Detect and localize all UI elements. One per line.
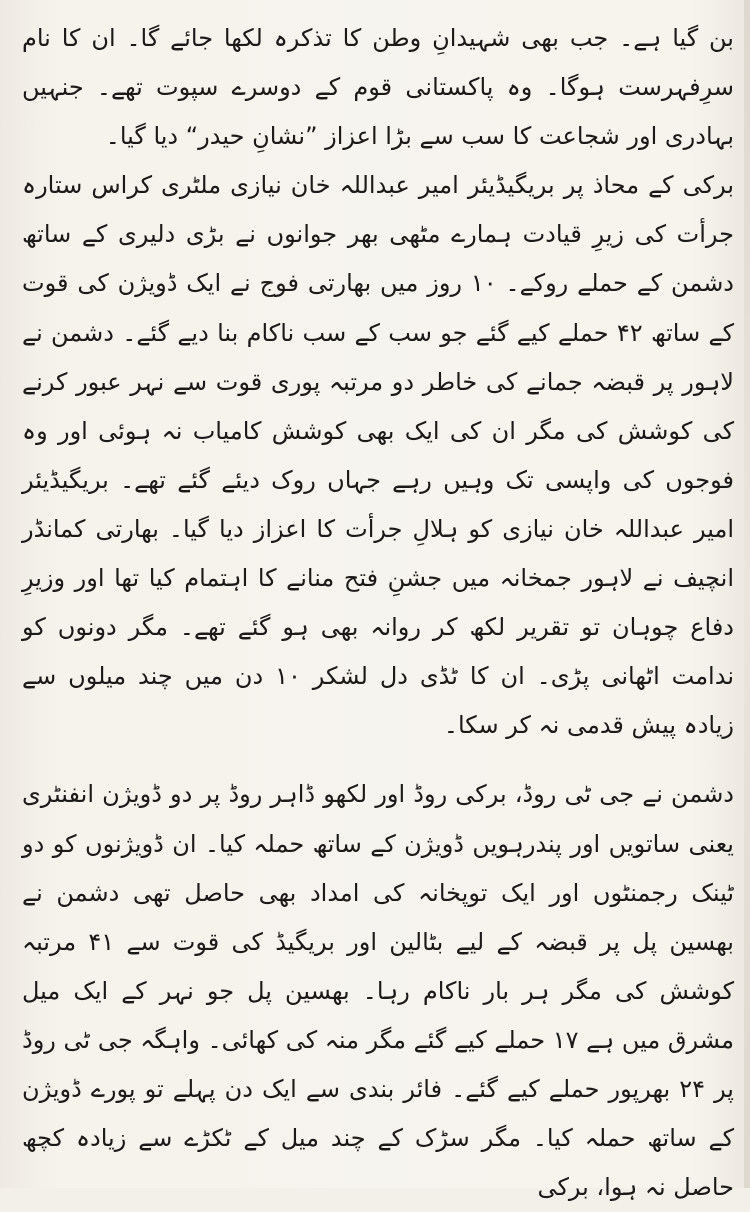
paragraph-burki-front: برکی کے محاذ پر بریگیڈیئر امیر عبداللہ خان نیازی ملٹری کراس ستارہ جرأت کی زیرِ قیادت ہمارے مٹھی بھر جوانوں نے بڑی دلیری کے ساتھ دشمن کے حملے روکے۔ ۱۰ روز میں بھارتی فوج نے ایک ڈویژن کی قوت کے ساتھ ۴۲ حملے کیے گئے جو سب کے سب ناکام بنا دیے گئے۔ دشمن نے لاہور پر قبضہ جمانے کی خاطر دو مرتبہ پوری قوت سے نہر عبور کرنے کی کوشش کی مگر ان کی ایک بھی کوشش کامیاب نہ ہوئی اور وہ فوجوں کی واپسی تک وہیں رہے جہاں روک دیئے گئے تھے۔ بریگیڈیئر امیر عبداللہ خان نیازی کو ہلالِ جرأت کا اعزاز دیا گیا۔ بھارتی کمانڈر انچیف نے لاہور جمخانہ میں جشنِ فتح منانے کا اہتمام کیا تھا اور وزیرِ دفاع چوہان تو تقریر لکھ کر روانہ بھی ہو گئے تھے۔ مگر دونوں کو ندامت اٹھانی پڑی۔ ان کا ٹڈی دل لشکر ۱۰ دن میں چند میلوں سے زیادہ پیش قدمی نہ کر سکا۔ <box>22 171 734 740</box>
paragraph-enemy-divisions: دشمن نے جی ٹی روڈ، برکی روڈ اور لکھو ڈاہر روڈ پر دو ڈویژن انفنٹری یعنی ساتویں اور پندرہویں ڈویژن کے ساتھ حملہ کیا۔ ان ڈویژنوں کو دو ٹینک رجمنٹوں اور ایک توپخانہ کی امداد بھی حاصل تھی دشمن نے بھسین پل پر قبضہ کے لیے بٹالین اور بریگیڈ کی قوت سے ۴۱ مرتبہ کوشش کی مگر ہر بار ناکام رہا۔ بھسین پل جو نہر کے ایک میل مشرق میں ہے ۱۷ حملے کیے گئے مگر منہ کی کھائی۔ واہگہ جی ٹی روڈ پر ۲۴ بھرپور حملے کیے گئے۔ فائر بندی سے ایک دن پہلے تو پورے ڈویژن کے ساتھ حملہ کیا۔ مگر سڑک کے چند میل کے ٹکڑے سے زیادہ کچھ حاصل نہ ہوا، برکی <box>22 780 734 1202</box>
urdu-text-block <box>22 14 734 1212</box>
page-edge-shadow <box>744 0 750 1188</box>
paragraph-nishan-e-haider: بن گیا ہے۔ جب بھی شہیدانِ وطن کا تذکرہ لکھا جائے گا۔ ان کا نام سرِفہرست ہوگا۔ وہ پاکستانی قوم کے دوسرے سپوت تھے۔ جنہیں بہادری اور شجاعت کا سب سے بڑا اعزاز ”نشانِ حیدر“ دیا گیا۔ <box>22 24 734 151</box>
